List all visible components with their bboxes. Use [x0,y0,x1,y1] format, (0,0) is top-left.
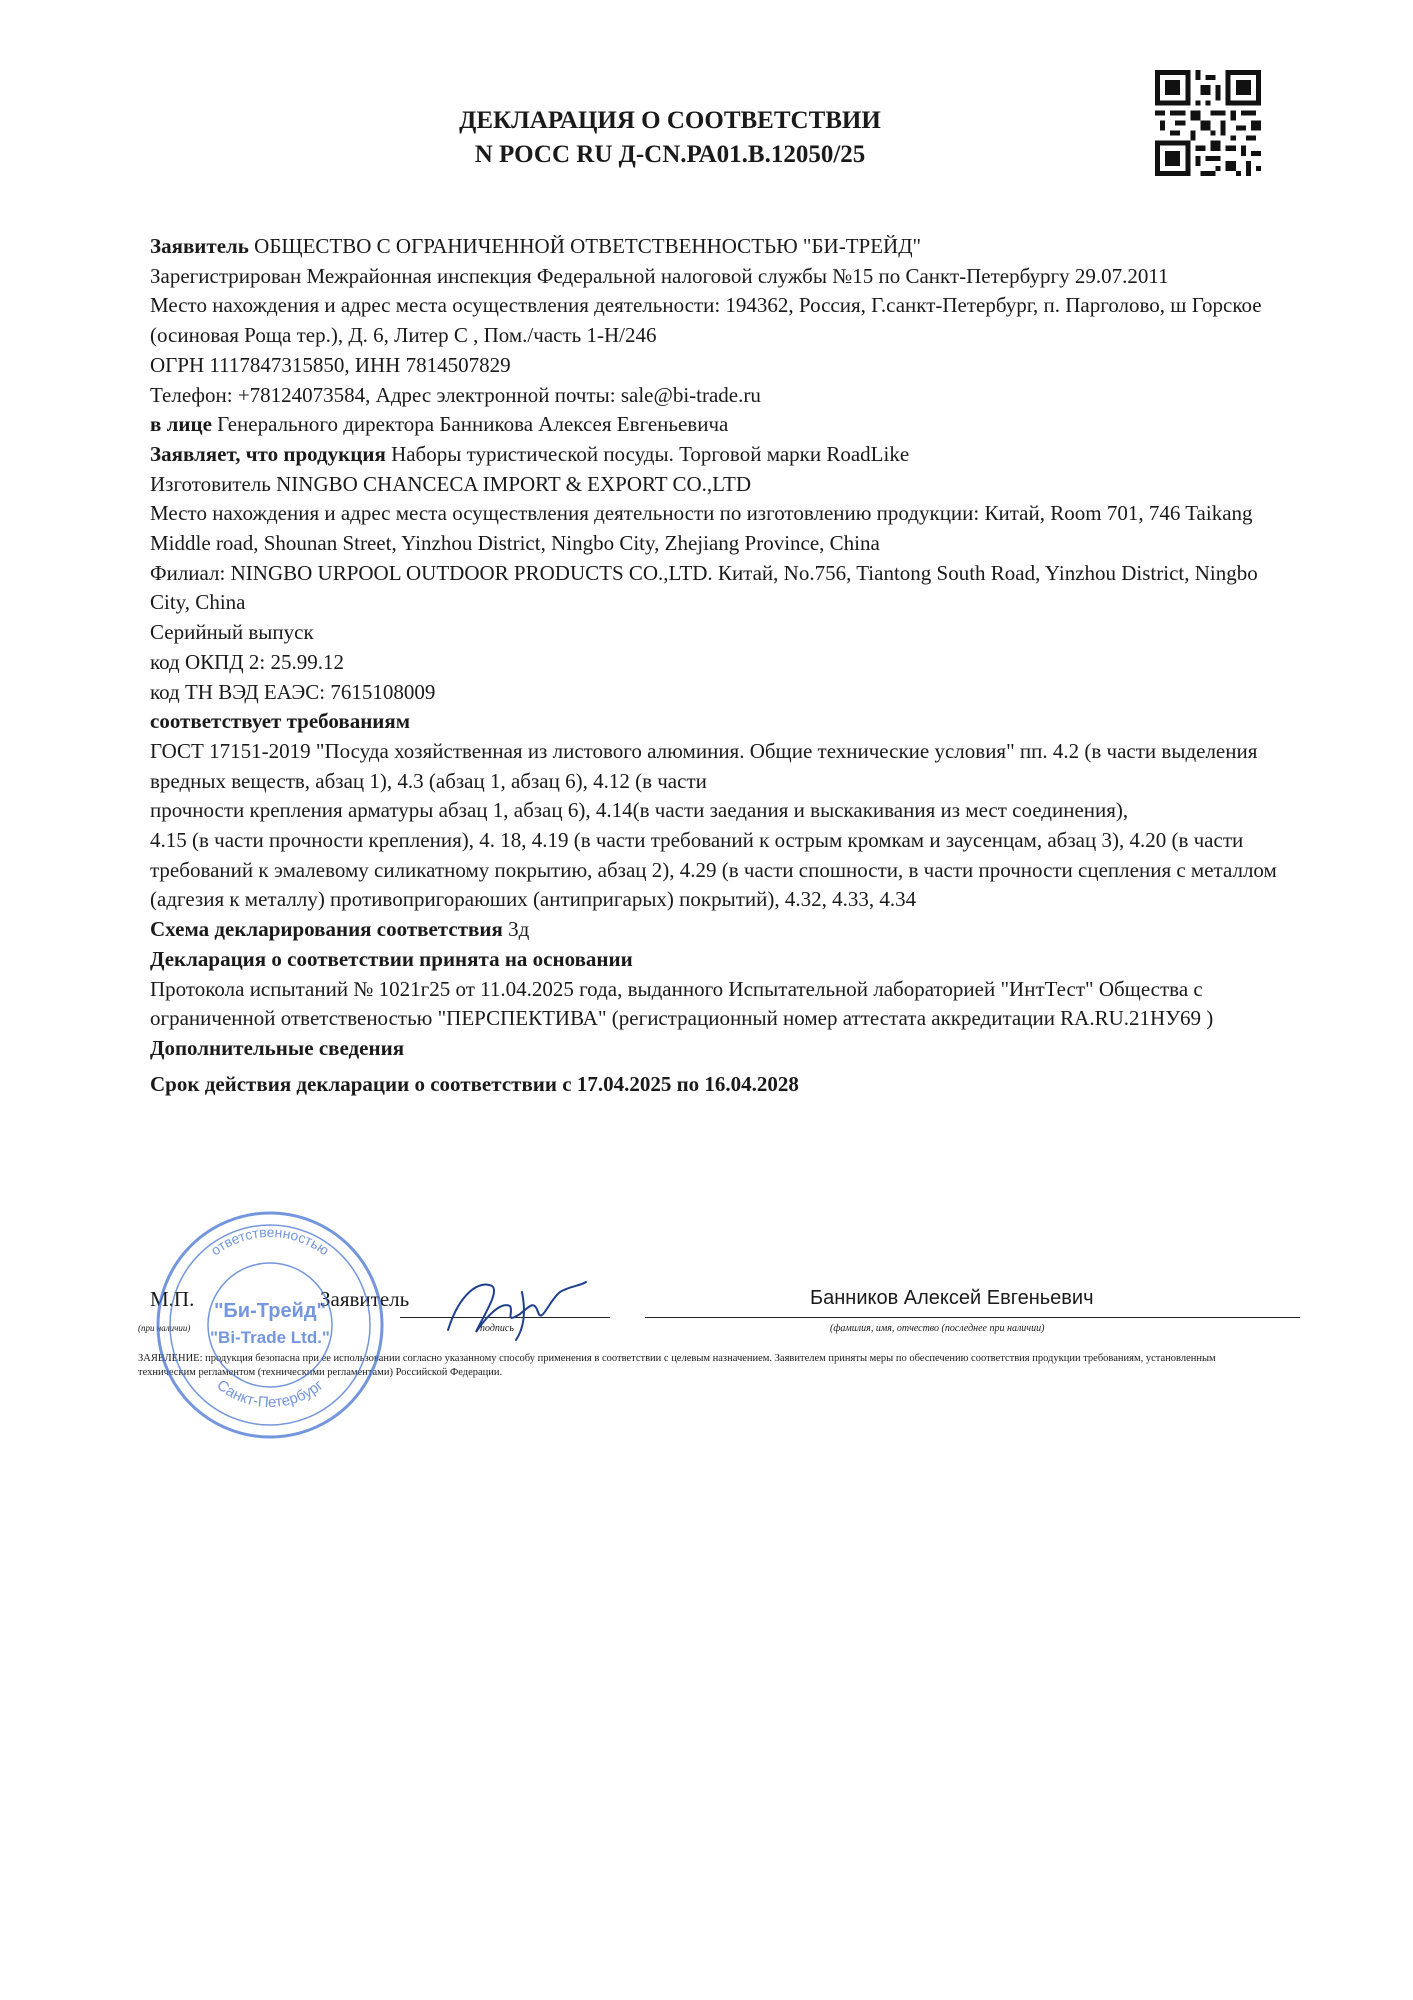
signature-caption: подпись [480,1323,514,1334]
product-label: Заявляет, что продукция [150,441,386,466]
seal-arc-bottom: Санкт-Петербург [213,1376,327,1412]
okpd-code: код ОКПД 2: 25.99.12 [150,649,344,674]
statement-note: ЗАЯВЛЕНИЕ: продукция безопасна при ее использовании согласно указанному способу применения в соответствии с целевым назначением. Заявителем приняты меры по обеспечению соответствия продукции требованиям, установленным техническим регламентом (техническими регламентами) Российской Федерации. [138,1353,1216,1378]
seal-center-ru: "Би-Трейд" [213,1300,327,1322]
seal-place-caption: (при наличии) [138,1323,191,1333]
validity-period: Срок действия декларации о соответствии с 17.04.2025 по 16.04.2028 [150,1071,799,1096]
seal-place-label: М.П. [150,1287,195,1311]
basis-text: Протокола испытаний № 1021г25 от 11.04.2025 года, выданного Испытательной лабораторией "ИнтТест" Общества с ограниченной ответственостью "ПЕРСПЕКТИВА" (регистрационный номер аттестата аккредитации RA.RU.21НУ69 ) [150,976,1214,1031]
scheme-line [150,915,1300,945]
company-seal-icon [150,1205,390,1445]
applicant-line [150,232,1300,262]
svg-text:ответственностью [208,1224,332,1258]
product-line [150,440,1300,470]
applicant-sign-label: Заявитель [320,1287,410,1311]
seal-center-en: "Bi-Trade Ltd." [209,1328,331,1347]
release-type: Серийный выпуск [150,620,314,645]
manufacturer-address: Место нахождения и адрес места осуществления деятельности по изготовлению продукции: Китай, Room 701, 746 Taikang Middle road, Shounan Street, Yinzhou District, Ningbo City, Zhejiang Province, China [150,501,1253,556]
applicant-contacts: Телефон: +78124073584, Адрес электронной почты: sale@bi-trade.ru [150,382,761,407]
scheme-value: 3д [508,917,530,942]
requirements-text-2: прочности крепления арматуры абзац 1, абзац 6), 4.14(в части заедания и выскакивания из мест соединения), [150,798,1129,823]
declaration-number: N РОСС RU Д-CN.РА01.В.12050/25 [474,141,866,168]
requirements-text-3: 4.15 (в части прочности крепления), 4. 18, 4.19 (в части требований к острым кромкам и заусенцам, абзац 3), 4.20 (в части требований к эмалевому силикатному покрытию, абзац 2), 4.29 (в части спошности, в части прочности сцепления с металлом (адгезия к металлу) противопригораюших (антипригарых) покрытий), 4.32, 4.33, 4.34 [150,828,1277,912]
applicant-address: Место нахождения и адрес места осуществления деятельности: 194362, Россия, Г.санкт-Петербург, п. Парголово, ш Горское (осиновая Роща тер.), Д. 6, Литер С , Пом./часть 1-Н/246 [150,293,1262,348]
signer-name: Банников Алексей Евгеньевич [810,1287,1094,1309]
branch: Филиал: NINGBO URPOOL OUTDOOR PRODUCTS CO.,LTD. Китай, No.756, Tiantong South Road, Yinzhou District, Ningbo City, China [150,560,1258,615]
tnved-code: код ТН ВЭД ЕАЭС: 7615108009 [150,679,436,704]
name-line [645,1317,1300,1318]
name-caption: (фамилия, имя, отчество (последнее при наличии) [830,1323,1045,1334]
requirements-text-1: ГОСТ 17151-2019 "Посуда хозяйственная из листового алюминия. Общие технические условия" пп. 4.2 (в части выделения вредных веществ, абзац 1), 4.3 (абзац 1, абзац 6), 4.12 (в части [150,738,1258,793]
document-title [330,104,1010,172]
title-line: ДЕКЛАРАЦИЯ О СООТВЕТСТВИИ [459,107,881,134]
applicant-registration: Зарегистрирован Межрайонная инспекция Федеральной налоговой службы №15 по Санкт-Петербургу 29.07.2011 [150,263,1169,288]
scheme-label: Схема декларирования соответствия [150,917,503,942]
qr-code-icon [1155,70,1261,176]
declaration-body [150,232,1300,1099]
representative-line [150,410,1300,440]
representative-label: в лице [150,412,212,437]
product-name: Наборы туристической посуды. Торговой марки RoadLike [391,441,910,466]
handwritten-signature-icon [430,1272,590,1344]
representative-name: Генерального директора Банникова Алексея Евгеньевича [217,412,729,437]
applicant-ogrn: ОГРН 1117847315850, ИНН 7814507829 [150,352,511,377]
applicant-name: ОБЩЕСТВО С ОГРАНИЧЕННОЙ ОТВЕТСТВЕННОСТЬЮ "БИ-ТРЕЙД" [254,234,922,258]
applicant-label: Заявитель [150,234,249,258]
requirements-label: соответствует требованиям [150,709,411,734]
additional-label: Дополнительные сведения [150,1035,405,1060]
basis-label: Декларация о соответствии принята на основании [150,946,633,971]
manufacturer: Изготовитель NINGBO CHANCECA IMPORT & EXPORT CO.,LTD [150,471,752,496]
seal-arc-top: ответственностью [207,1223,333,1259]
svg-text:Санкт-Петербург [213,1376,326,1411]
